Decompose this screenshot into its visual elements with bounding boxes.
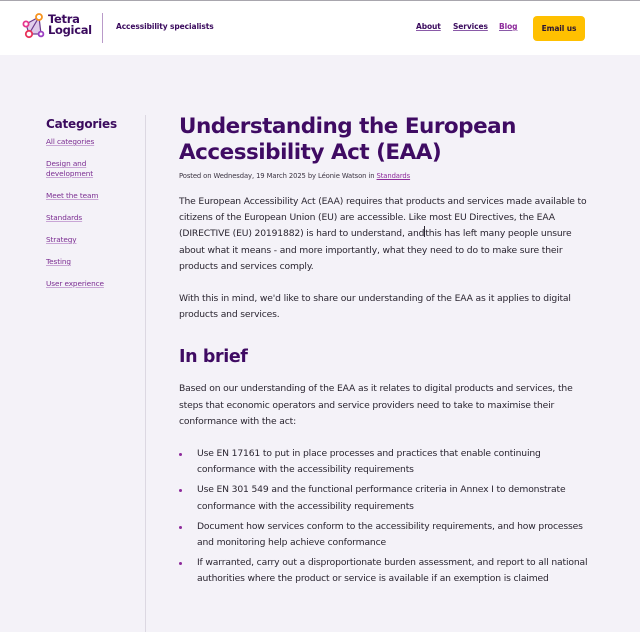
categories-sidebar xyxy=(46,117,136,301)
site-tagline: Accessibility specialists xyxy=(116,22,214,31)
list-item-text: Use EN 17161 to put in place processes and practices that enable continuing conformance with the accessibility requirements xyxy=(197,448,541,476)
list-item xyxy=(179,555,589,587)
list-item xyxy=(179,446,589,478)
article-meta-text: Posted on Wednesday, 19 March 2025 by Léonie Watson in xyxy=(179,172,377,180)
tetralogical-logo-link[interactable] xyxy=(21,11,93,41)
list-item xyxy=(179,519,589,551)
intro-text-part-1: The European Accessibility Act (EAA) requires that products and services made available to citizens of the European Union (EU) are accessible. Like most EU Directives, the EAA (DIRECTIVE (EU) 20191882) is hard to understand, and xyxy=(179,196,587,240)
site-header xyxy=(0,1,640,55)
list-item xyxy=(179,482,589,514)
article-title: Understanding the European Accessibility Act (EAA) xyxy=(179,114,516,165)
in-brief-paragraph: Based on our understanding of the EAA as it relates to digital products and services, the steps that economic operators and service providers need to take to maximise their conformance with the act: xyxy=(179,383,573,427)
article xyxy=(179,114,589,592)
sidebar-divider xyxy=(145,115,146,632)
nav-link-blog[interactable]: Blog xyxy=(499,22,518,31)
logo-line-2: Logical xyxy=(48,22,92,37)
email-us-button[interactable]: Email us xyxy=(533,16,585,41)
category-link-strategy[interactable]: Strategy xyxy=(46,235,77,244)
tetralogical-network-icon xyxy=(21,13,47,39)
article-category-link[interactable]: Standards xyxy=(376,172,411,180)
intro-paragraph[interactable] xyxy=(179,194,589,275)
bullet-icon xyxy=(179,489,182,492)
logo-divider xyxy=(102,13,103,43)
logo-line-1: Tetra xyxy=(48,12,80,26)
article-meta xyxy=(179,172,589,180)
list-item-text: Use EN 301 549 and the functional performance criteria in Annex I to demonstrate conformance with the accessibility requirements xyxy=(197,484,566,512)
nav-link-services[interactable]: Services xyxy=(453,22,488,31)
logo-wordmark xyxy=(48,14,92,35)
bullet-icon xyxy=(179,453,182,456)
nav-link-about[interactable]: About xyxy=(416,22,441,31)
bullet-icon xyxy=(179,526,182,529)
category-link-standards[interactable]: Standards xyxy=(46,213,83,222)
list-item-text: If warranted, carry out a disproportionate burden assessment, and report to all national authorities where the product or service is available if an exemption is claimed xyxy=(197,557,588,585)
second-paragraph: With this in mind, we'd like to share our understanding of the EAA as it applies to digital products and services. xyxy=(179,293,571,321)
categories-heading: Categories xyxy=(46,117,117,131)
category-link-user-experience[interactable]: User experience xyxy=(46,279,104,288)
category-link-design-and-development[interactable]: Design and development xyxy=(46,159,94,178)
in-brief-list xyxy=(179,446,589,588)
section-heading-in-brief: In brief xyxy=(179,347,248,368)
category-link-all[interactable]: All categories xyxy=(46,137,95,146)
category-link-meet-the-team[interactable]: Meet the team xyxy=(46,191,99,200)
bullet-icon xyxy=(179,562,182,565)
list-item-text: Document how services conform to the accessibility requirements, and how processes and monitoring help achieve conformance xyxy=(197,520,583,549)
category-link-testing[interactable]: Testing xyxy=(46,257,71,266)
intro-text-part-2: this has left many people unsure about what it means - and more importantly, what they need to do to make sure their products and services comply. xyxy=(179,228,572,272)
